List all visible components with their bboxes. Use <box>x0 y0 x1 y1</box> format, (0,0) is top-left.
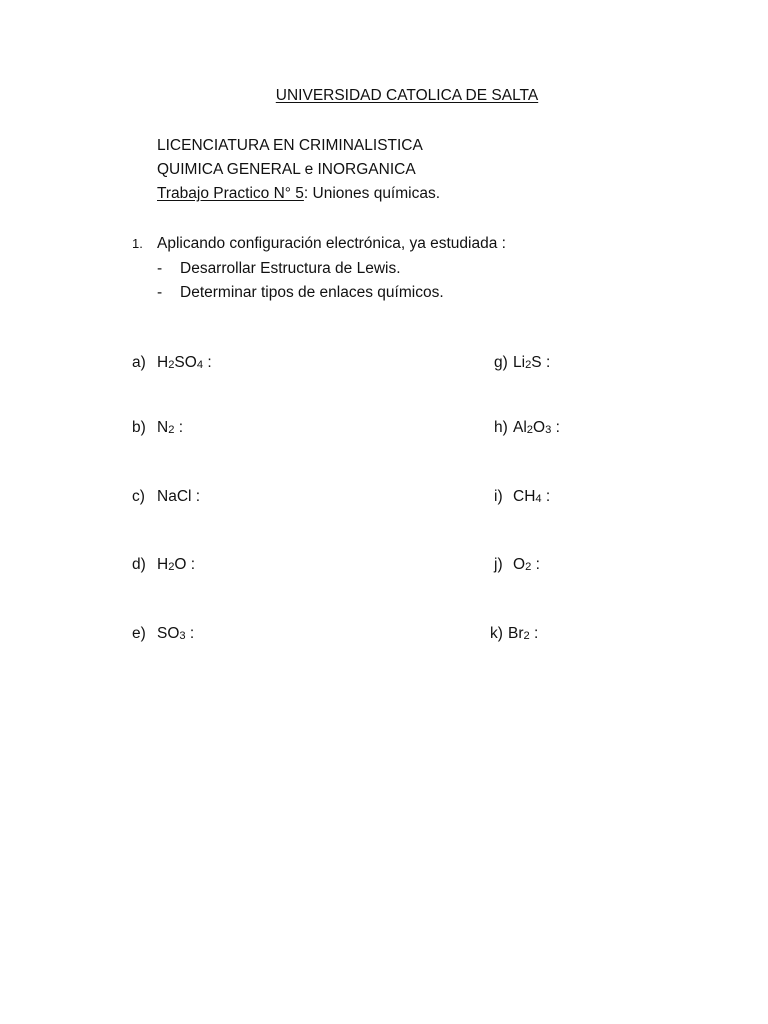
compound-label: g) <box>494 354 508 371</box>
compound-label: b) <box>132 419 146 436</box>
compound-item <box>132 489 200 505</box>
compound-item <box>494 489 550 505</box>
task-bullet: - <box>157 260 163 277</box>
compound-label: e) <box>132 625 146 642</box>
compound-formula: NaCl : <box>157 488 201 505</box>
task-text: Desarrollar Estructura de Lewis. <box>180 260 401 277</box>
practical-line <box>157 186 440 202</box>
compound-label: k) <box>490 625 503 642</box>
compound-label: d) <box>132 556 146 573</box>
compound-formula: O2 : <box>513 556 540 574</box>
compound-item <box>132 355 212 371</box>
task-text: Determinar tipos de enlaces químicos. <box>180 284 444 301</box>
compound-label: j) <box>494 556 503 573</box>
task-bullet: - <box>157 284 163 301</box>
compound-formula: Br2 : <box>508 625 539 643</box>
compound-formula: Al2O3 : <box>513 419 560 437</box>
compound-item <box>132 557 195 573</box>
compound-item <box>132 420 183 436</box>
compound-formula: Li2S : <box>513 354 551 372</box>
university-name: UNIVERSIDAD CATOLICA DE SALTA <box>275 87 539 104</box>
compound-formula: H2SO4 : <box>157 354 212 372</box>
compound-formula: N2 : <box>157 419 184 437</box>
compound-formula: SO3 : <box>157 625 195 643</box>
compound-item <box>490 626 538 642</box>
course-line: QUIMICA GENERAL e INORGANICA <box>157 161 416 178</box>
instruction-intro: Aplicando configuración electrónica, ya estudiada : <box>157 235 506 252</box>
compound-item <box>494 557 540 573</box>
compound-label: h) <box>494 419 508 436</box>
instruction-number: 1. <box>132 236 143 251</box>
compound-item <box>494 420 560 436</box>
university-title <box>0 88 768 104</box>
practical-label: Trabajo Practico N° 5 <box>157 185 304 202</box>
compound-label: i) <box>494 488 503 505</box>
compound-item <box>494 355 550 371</box>
compound-formula: CH4 : <box>513 488 551 506</box>
compound-item <box>132 626 194 642</box>
compound-formula: H2O : <box>157 556 196 574</box>
compound-label: a) <box>132 354 146 371</box>
practical-topic: : Uniones químicas. <box>303 185 441 202</box>
compound-label: c) <box>132 488 145 505</box>
degree-line: LICENCIATURA EN CRIMINALISTICA <box>157 137 423 154</box>
